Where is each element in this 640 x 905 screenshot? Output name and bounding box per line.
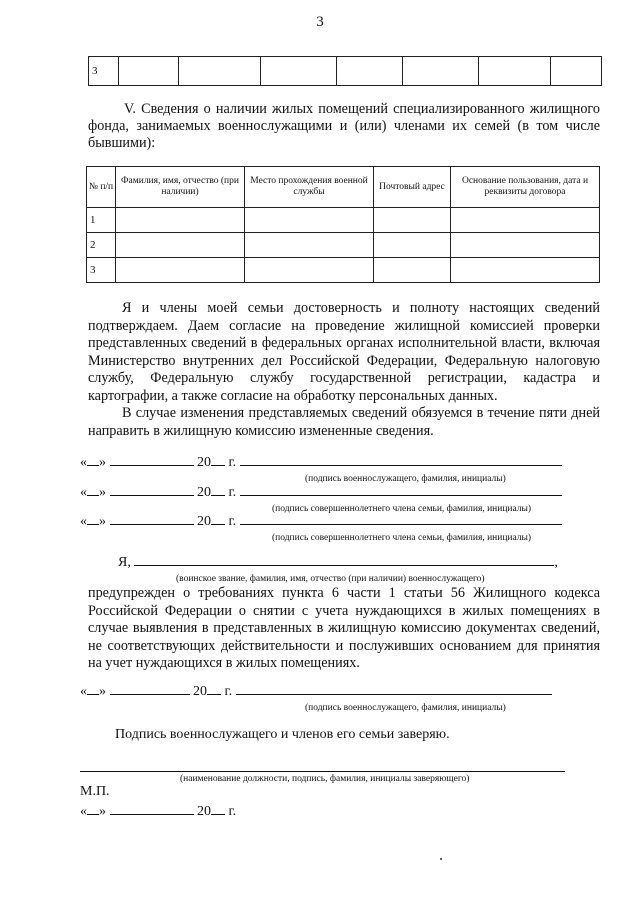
signature-blank: [240, 512, 562, 525]
table-cell: [374, 208, 451, 233]
signature-line-warning: [80, 682, 552, 700]
stamp-place-label: М.П.: [80, 784, 110, 799]
previous-table-continuation: [88, 56, 602, 86]
table-cell: [116, 258, 245, 283]
table-cell: [403, 57, 479, 86]
table-cell: [119, 57, 179, 86]
consent-paragraph: Я и члены моей семьи достоверность и полноту настоящих сведений подтверждаем. Даем согласие на проведение жилищной комиссией проверки представленных сведений в федеральных органах исполнительной власти, включая Министерство внутренних дел Российской Федерации, Федеральную налоговую службу, Федеральную службу государственной регистрации, кадастра и картографии, а также согласие на обработку персональных данных.: [88, 300, 600, 404]
table-cell: [337, 57, 403, 86]
warning-prefix: Я,: [118, 555, 131, 570]
quote-close: »: [99, 485, 106, 500]
signature-caption: (подпись военнослужащего, фамилия, инициалы): [305, 474, 506, 484]
quote-open: «: [80, 804, 87, 819]
table-cell: [374, 233, 451, 258]
table-cell: [479, 57, 551, 86]
quote-close: »: [99, 684, 106, 699]
quote-open: «: [80, 485, 87, 500]
year-suffix: г.: [228, 485, 237, 500]
signature-line-serviceman: [80, 453, 562, 471]
table-header-row: [87, 167, 600, 208]
quote-close: »: [99, 514, 106, 529]
row-number-cell: 1: [87, 208, 116, 233]
table-row: [87, 208, 600, 233]
table-cell: [116, 233, 245, 258]
table-cell: [116, 208, 245, 233]
year-suffix: г.: [228, 455, 237, 470]
month-blank: [110, 483, 194, 496]
year-prefix: 20: [197, 514, 211, 529]
signature-caption: (подпись совершеннолетнего члена семьи, фамилия, инициалы): [272, 504, 532, 514]
column-header-usage-basis: Основание пользования, дата и реквизиты договора: [451, 167, 600, 208]
day-blank: [87, 512, 99, 525]
year-prefix: 20: [197, 455, 211, 470]
column-header-full-name: Фамилия, имя, отчество (при наличии): [116, 167, 245, 208]
column-header-number: № п/п: [87, 167, 116, 208]
year-blank: [211, 802, 225, 815]
table-cell: [261, 57, 337, 86]
table-cell: [179, 57, 261, 86]
signature-caption: (подпись совершеннолетнего члена семьи, фамилия, инициалы): [272, 533, 532, 543]
row-number-cell: 2: [87, 233, 116, 258]
year-blank: [211, 453, 225, 466]
day-blank: [87, 453, 99, 466]
quote-open: «: [80, 514, 87, 529]
year-prefix: 20: [193, 684, 207, 699]
warning-suffix: ,: [554, 555, 558, 570]
table-cell: [451, 233, 600, 258]
quote-open: «: [80, 455, 87, 470]
month-blank: [110, 802, 194, 815]
warning-caption: (воинское звание, фамилия, имя, отчество (при наличии) военнослужащего): [176, 574, 485, 584]
page-number: 3: [316, 14, 324, 30]
signature-line-family-member: [80, 512, 562, 530]
change-paragraph: В случае изменения представляемых сведений обязуемся в течение пяти дней направить в жилищную комиссию измененные сведения.: [88, 405, 600, 439]
certification-date-line: [80, 802, 236, 820]
quote-open: «: [80, 684, 87, 699]
consent-block: [88, 300, 600, 440]
warning-text-block: [88, 585, 600, 673]
year-blank: [211, 483, 225, 496]
housing-table: [86, 166, 600, 283]
quote-close: »: [99, 804, 106, 819]
month-blank: [110, 512, 194, 525]
year-prefix: 20: [197, 804, 211, 819]
certify-text: Подпись военнослужащего и членов его семьи заверяю.: [115, 727, 450, 742]
column-header-postal-address: Почтовый адрес: [374, 167, 451, 208]
day-blank: [87, 483, 99, 496]
section-title-text: V. Сведения о наличии жилых помещений специализированного жилищного фонда, занимаемых военнослужащими и (или) членами их семей (в том числе бывшими):: [88, 101, 600, 151]
scan-speck: [440, 858, 442, 860]
warning-name-line: [118, 553, 558, 571]
year-blank: [211, 512, 225, 525]
day-blank: [87, 682, 99, 695]
month-blank: [110, 453, 194, 466]
table-cell: [374, 258, 451, 283]
section-title: [88, 101, 600, 152]
month-blank: [110, 682, 190, 695]
table-cell: [451, 258, 600, 283]
table-cell: [551, 57, 602, 86]
year-suffix: г.: [228, 514, 237, 529]
signature-caption: (подпись военнослужащего, фамилия, инициалы): [305, 703, 506, 713]
table-cell: [451, 208, 600, 233]
table-cell: [245, 233, 374, 258]
table-cell-row-number: 3: [89, 57, 119, 86]
warning-text: предупрежден о требованиях пункта 6 части 1 статьи 56 Жилищного кодекса Российской Федерации о снятии с учета нуждающихся в жилых помещениях в случае выявления в представленных в жилищную комиссию документах сведений, не соответствующих действительности и послуживших основанием для принятия на учет нуждающихся в жилых помещениях.: [88, 585, 600, 671]
year-suffix: г.: [224, 684, 233, 699]
quote-close: »: [99, 455, 106, 470]
year-suffix: г.: [228, 804, 237, 819]
signature-blank: [236, 682, 552, 695]
certifier-signature-line: [80, 771, 565, 772]
signature-blank: [240, 453, 562, 466]
table-row: [87, 258, 600, 283]
row-number-cell: 3: [87, 258, 116, 283]
day-blank: [87, 802, 99, 815]
name-blank: [134, 553, 554, 566]
year-prefix: 20: [197, 485, 211, 500]
certifier-caption: (наименование должности, подпись, фамилия, инициалы заверяющего): [180, 774, 470, 784]
table-cell: [245, 258, 374, 283]
signature-blank: [240, 483, 562, 496]
year-blank: [207, 682, 221, 695]
column-header-service-place: Место прохождения военной службы: [245, 167, 374, 208]
signature-line-family-member: [80, 483, 562, 501]
table-row: [87, 233, 600, 258]
table-cell: [245, 208, 374, 233]
